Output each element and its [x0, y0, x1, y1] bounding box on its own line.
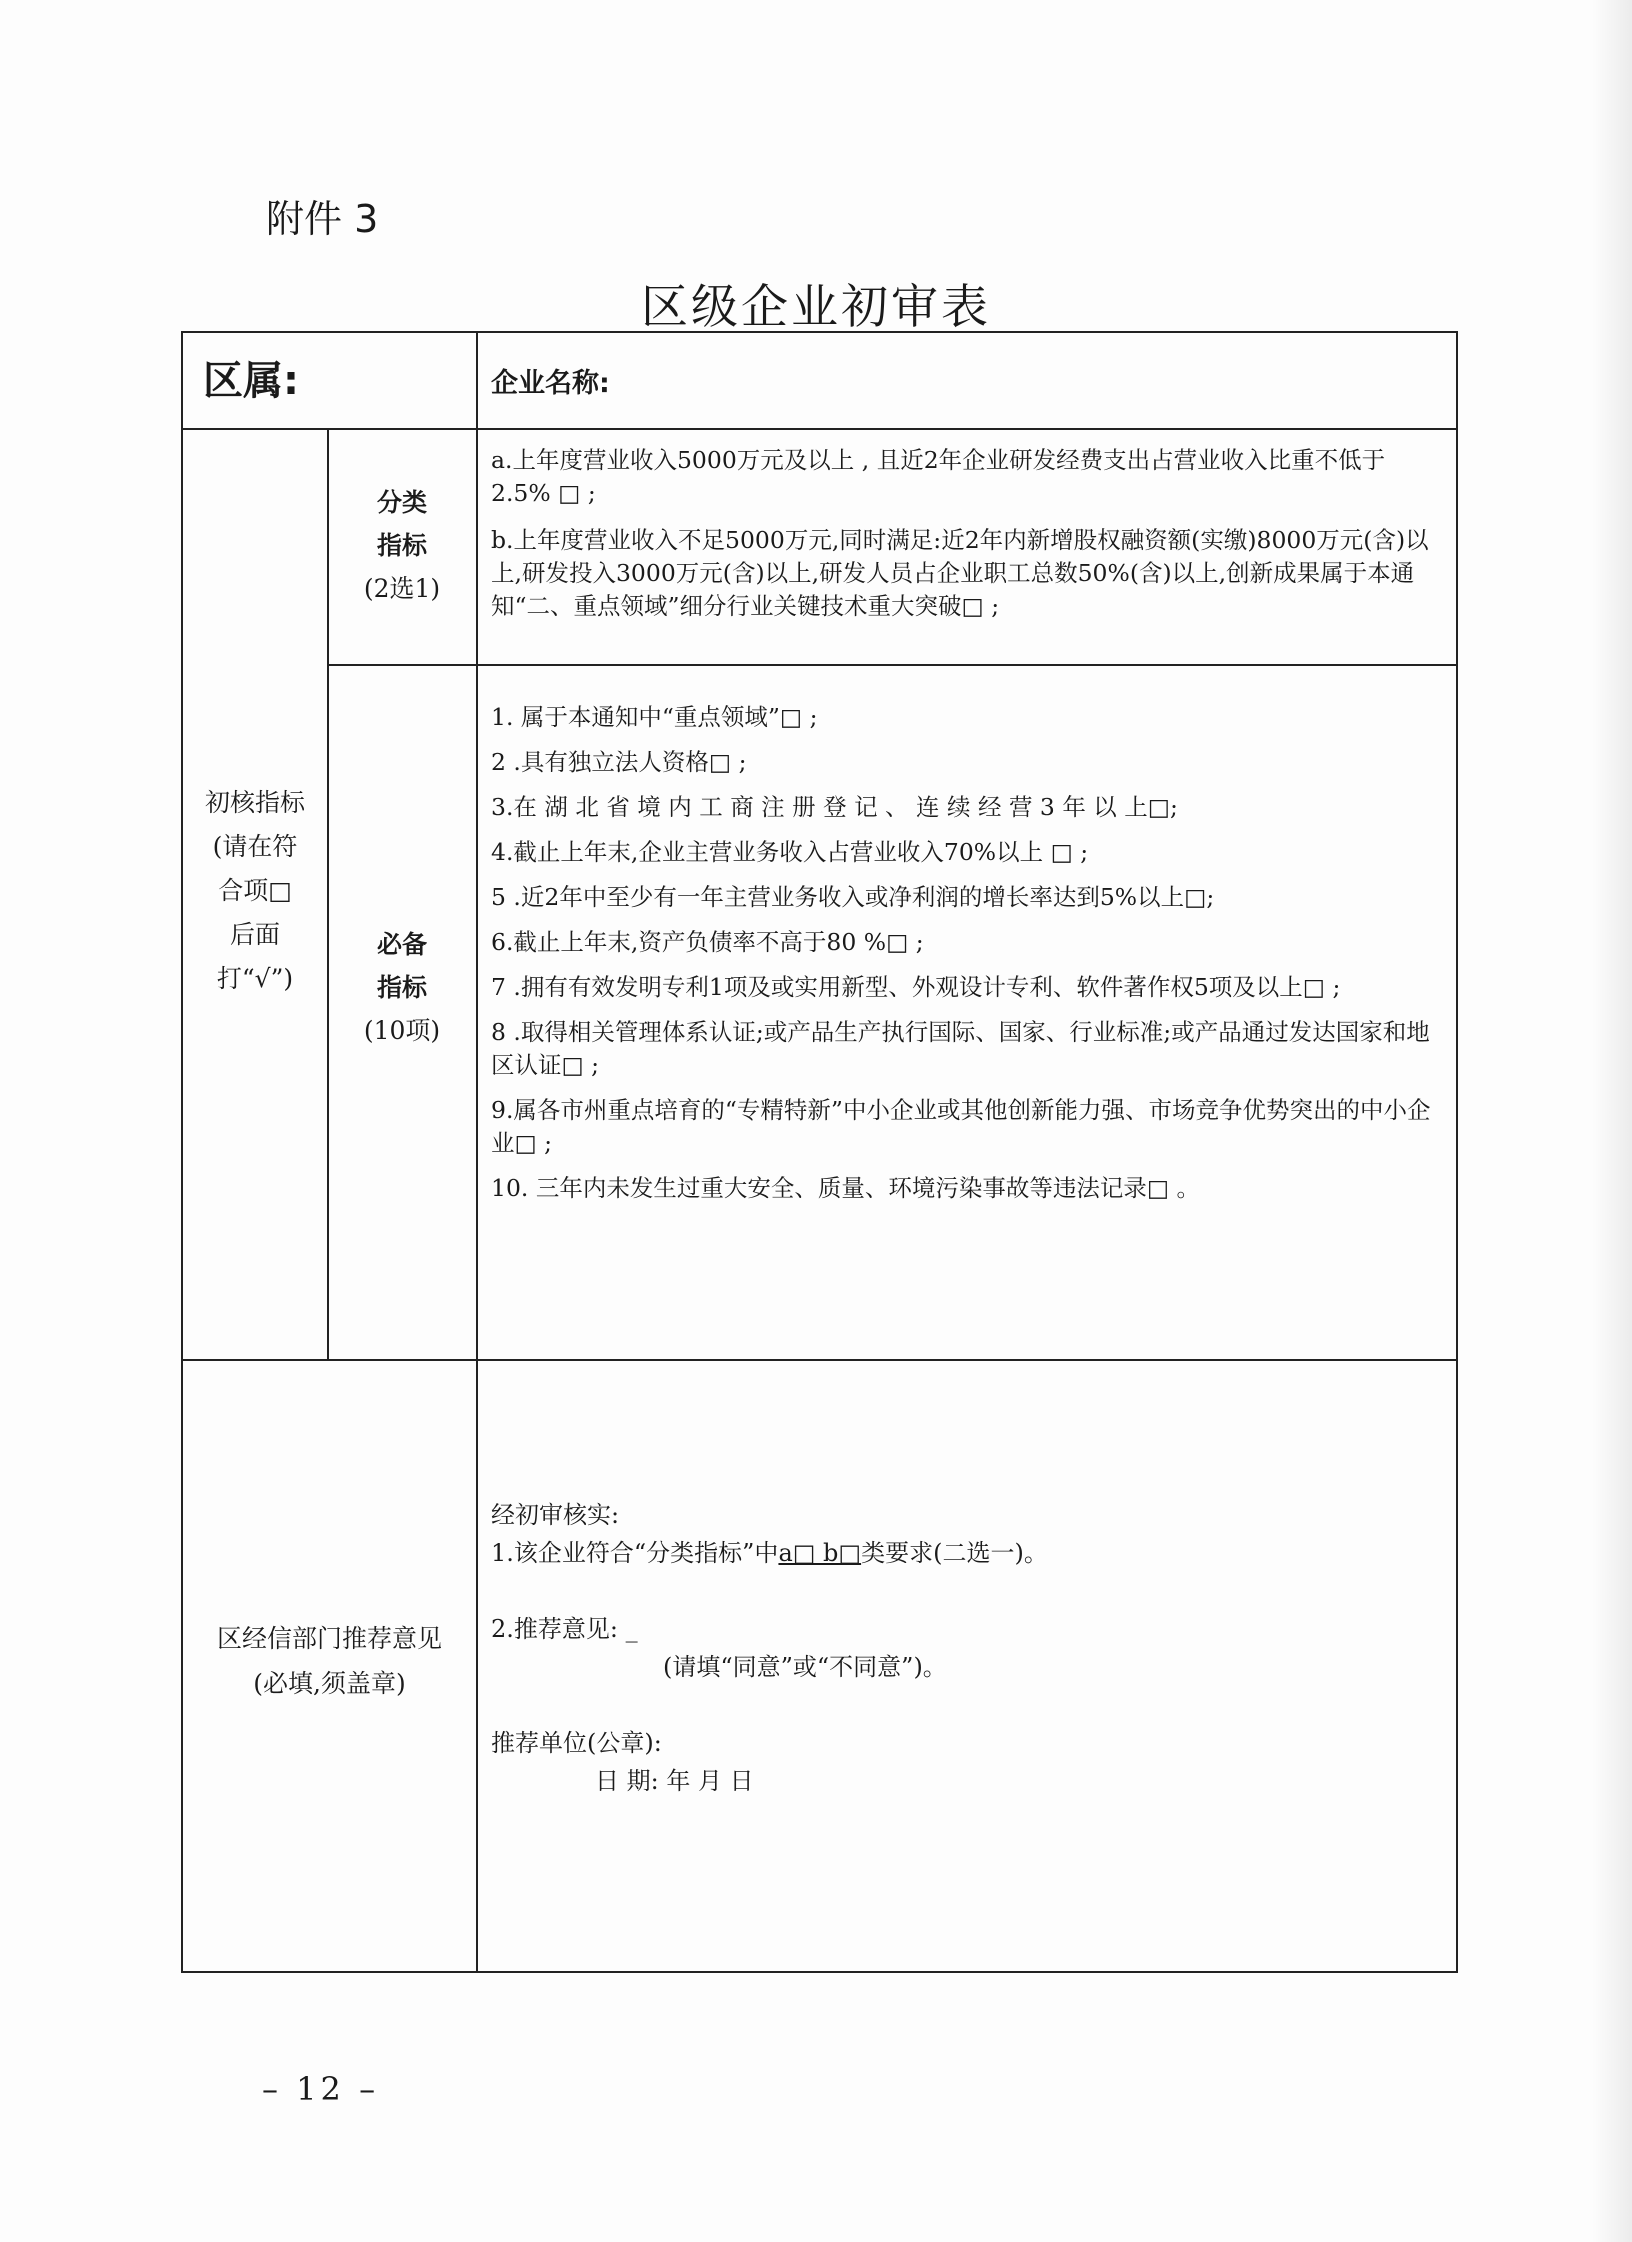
table-border-bottom — [181, 1971, 1458, 1973]
review-line-2-note: (请填“同意”或“不同意”)。 — [663, 1653, 947, 1681]
column-divider-main — [476, 331, 478, 1973]
region-label: 区属: — [203, 358, 299, 404]
initial-indicators-line: 合项□ — [218, 876, 292, 905]
required-criteria-list — [491, 701, 1441, 1217]
initial-indicators-line: 后面 — [229, 920, 280, 949]
recommendation-content — [491, 1496, 1441, 1800]
classification-note: (2选1) — [363, 574, 441, 603]
recommending-unit: 推荐单位(公章): — [491, 1729, 662, 1757]
required-item: 9.属各市州重点培育的“专精特新”中小企业或其他创新能力强、市场竞争优势突出的中小企业□ ; — [491, 1096, 1431, 1157]
recommendation-label-line: (必填,须盖章) — [253, 1669, 406, 1698]
review-line-2: 2.推荐意见: _ — [491, 1615, 638, 1643]
page-title: 区级企业初审表 — [641, 280, 991, 335]
row-divider-header — [181, 428, 1458, 430]
review-line-1: 1.该企业符合“分类指标”中a□ b□类要求(二选一)。 — [491, 1539, 1048, 1567]
initial-indicators-line: 打“√”) — [216, 964, 294, 993]
table-border-top — [181, 331, 1458, 333]
initial-indicators-line: 初核指标 — [204, 788, 305, 817]
row-divider-indicators — [181, 1359, 1458, 1361]
required-item: 3.在 湖 北 省 境 内 工 商 注 册 登 记 、 连 续 经 营 3 年 以 上□; — [491, 793, 1178, 821]
page-number: – 12 – — [262, 2070, 380, 2108]
row-divider-classification — [327, 664, 1458, 666]
recommendation-label — [183, 1616, 476, 1706]
required-item: 8 .取得相关管理体系认证;或产品生产执行国际、国家、行业标准;或产品通过发达国家和地区认证□ ; — [491, 1018, 1430, 1079]
review-intro: 经初审核实: — [491, 1501, 620, 1529]
recommendation-label-line: 区经信部门推荐意见 — [216, 1624, 442, 1653]
required-item: 2 .具有独立法人资格□ ; — [491, 748, 747, 776]
classification-heading-line: 指标 — [376, 531, 427, 560]
required-item: 4.截止上年末,企业主营业务收入占营业收入70%以上 □ ; — [491, 838, 1089, 866]
required-item: 7 .拥有有效发明专利1项及或实用新型、外观设计专利、软件著作权5项及以上□ ; — [491, 973, 1341, 1001]
required-item: 6.截止上年末,资产负债率不高于80 %□ ; — [491, 928, 924, 956]
review-date: 日 期: 年 月 日 — [595, 1767, 754, 1795]
company-name-label: 企业名称: — [491, 368, 610, 399]
table-border-left — [181, 331, 183, 1973]
required-heading-line: 必备 — [376, 930, 427, 959]
initial-indicators-line: (请在符 — [212, 832, 298, 861]
table-border-right — [1456, 331, 1458, 1973]
required-item: 5 .近2年中至少有一年主营业务收入或净利润的增长率达到5%以上□; — [491, 883, 1215, 911]
classification-heading-line: 分类 — [376, 488, 427, 517]
required-item: 10. 三年内未发生过重大安全、质量、环境污染事故等违法记录□ 。 — [491, 1174, 1201, 1202]
classification-option-b: b.上年度营业收入不足5000万元,同时满足:近2年内新增股权融资额(实缴)8000万元(含)以上,研发投入3000万元(含)以上,研发人员占企业职工总数50%(含)以上,创新成果属于本通知“二、重点领域”细分行业关键技术重大突破□ ; — [491, 526, 1429, 620]
review-form-table — [181, 331, 1458, 1971]
attachment-label: 附件 3 — [266, 197, 379, 241]
initial-indicators-label — [183, 781, 327, 1001]
required-heading — [329, 923, 475, 1052]
required-note: (10项) — [363, 1016, 441, 1045]
classification-heading — [329, 481, 475, 610]
required-item: 1. 属于本通知中“重点领域”□ ; — [491, 703, 818, 731]
classification-criteria — [491, 444, 1441, 637]
category-choice: a□ b□ — [778, 1539, 862, 1567]
required-heading-line: 指标 — [376, 973, 427, 1002]
classification-option-a: a.上年度营业收入5000万元及以上 , 且近2年企业研发经费支出占营业收入比重不低于2.5% □ ; — [491, 446, 1386, 507]
